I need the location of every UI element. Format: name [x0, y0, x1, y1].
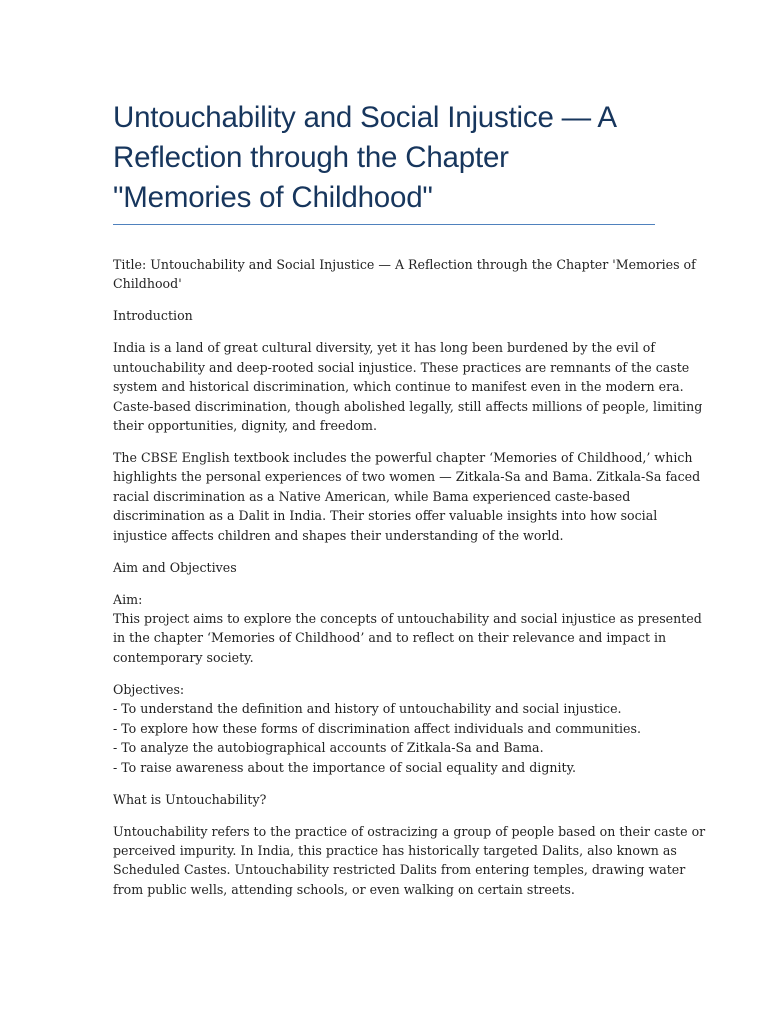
text-line: Aim and Objectives [113, 559, 237, 575]
text-line: India is a land of great cultural diversity, yet it has long been burdened by the evil of [113, 340, 656, 356]
text-line: Aim: [113, 591, 143, 607]
text-line: highlights the personal experiences of two women — Zitkala-Sa and Bama. Zitkala-Sa faced [113, 469, 701, 485]
title-line: Untouchability and Social Injustice — A [113, 101, 617, 134]
text-line: The CBSE English textbook includes the powerful chapter ‘Memories of Childhood,’ which [113, 450, 693, 466]
cbse-paragraph [113, 448, 701, 545]
list-item: - To understand the definition and history of untouchability and social injustice. [113, 701, 622, 717]
text-line: contemporary society. [113, 649, 254, 665]
title-paragraph [113, 255, 696, 294]
title-line: "Memories of Childhood" [113, 181, 433, 214]
list-item: - To explore how these forms of discrimination affect individuals and communities. [113, 720, 641, 736]
text-line: Title: Untouchability and Social Injustice — A Reflection through the Chapter 'Memories of [113, 257, 696, 272]
text-line: from public wells, attending schools, or even walking on certain streets. [113, 881, 575, 897]
title-line: Reflection through the Chapter [113, 141, 509, 174]
text-line: Untouchability refers to the practice of ostracizing a group of people based on their caste or [113, 823, 706, 839]
text-line: Introduction [113, 308, 193, 324]
text-line: injustice affects children and shapes their understanding of the world. [113, 527, 564, 543]
section-heading-untouchability [113, 790, 657, 809]
text-line: in the chapter ‘Memories of Childhood’ and to reflect on their relevance and impact in [113, 630, 667, 646]
text-line: Objectives: [113, 681, 185, 697]
section-heading-aim-objectives [113, 558, 657, 577]
text-line: Caste-based discrimination, though abolished legally, still affects millions of people, limiting [113, 398, 703, 414]
list-item: - To analyze the autobiographical accounts of Zitkala-Sa and Bama. [113, 740, 544, 756]
text-line: discrimination as a Dalit in India. Their stories offer valuable insights into how social [113, 508, 658, 524]
aim-paragraph [113, 590, 702, 668]
text-line: Childhood' [113, 276, 182, 292]
intro-paragraph [113, 338, 703, 435]
section-heading-introduction [113, 306, 657, 325]
text-line: What is Untouchability? [113, 791, 267, 807]
objectives-list [113, 680, 657, 777]
untouchability-paragraph [113, 822, 706, 900]
title-divider [113, 224, 655, 225]
text-line: racial discrimination as a Native American, while Bama experienced caste-based [113, 488, 631, 504]
text-line: Scheduled Castes. Untouchability restricted Dalits from entering temples, drawing water [113, 862, 686, 878]
text-line: This project aims to explore the concepts of untouchability and social injustice as presented [113, 611, 702, 627]
list-item: - To raise awareness about the importance of social equality and dignity. [113, 759, 577, 775]
text-line: their opportunities, dignity, and freedom. [113, 418, 377, 434]
document-title [113, 98, 657, 218]
text-line: untouchability and deep-rooted social injustice. These practices are remnants of the caste [113, 359, 690, 375]
text-line: perceived impurity. In India, this practice has historically targeted Dalits, also known as [113, 842, 677, 858]
document-body [113, 255, 706, 899]
text-line: system and historical discrimination, which continue to manifest even in the modern era. [113, 379, 684, 395]
document-page [113, 0, 706, 912]
